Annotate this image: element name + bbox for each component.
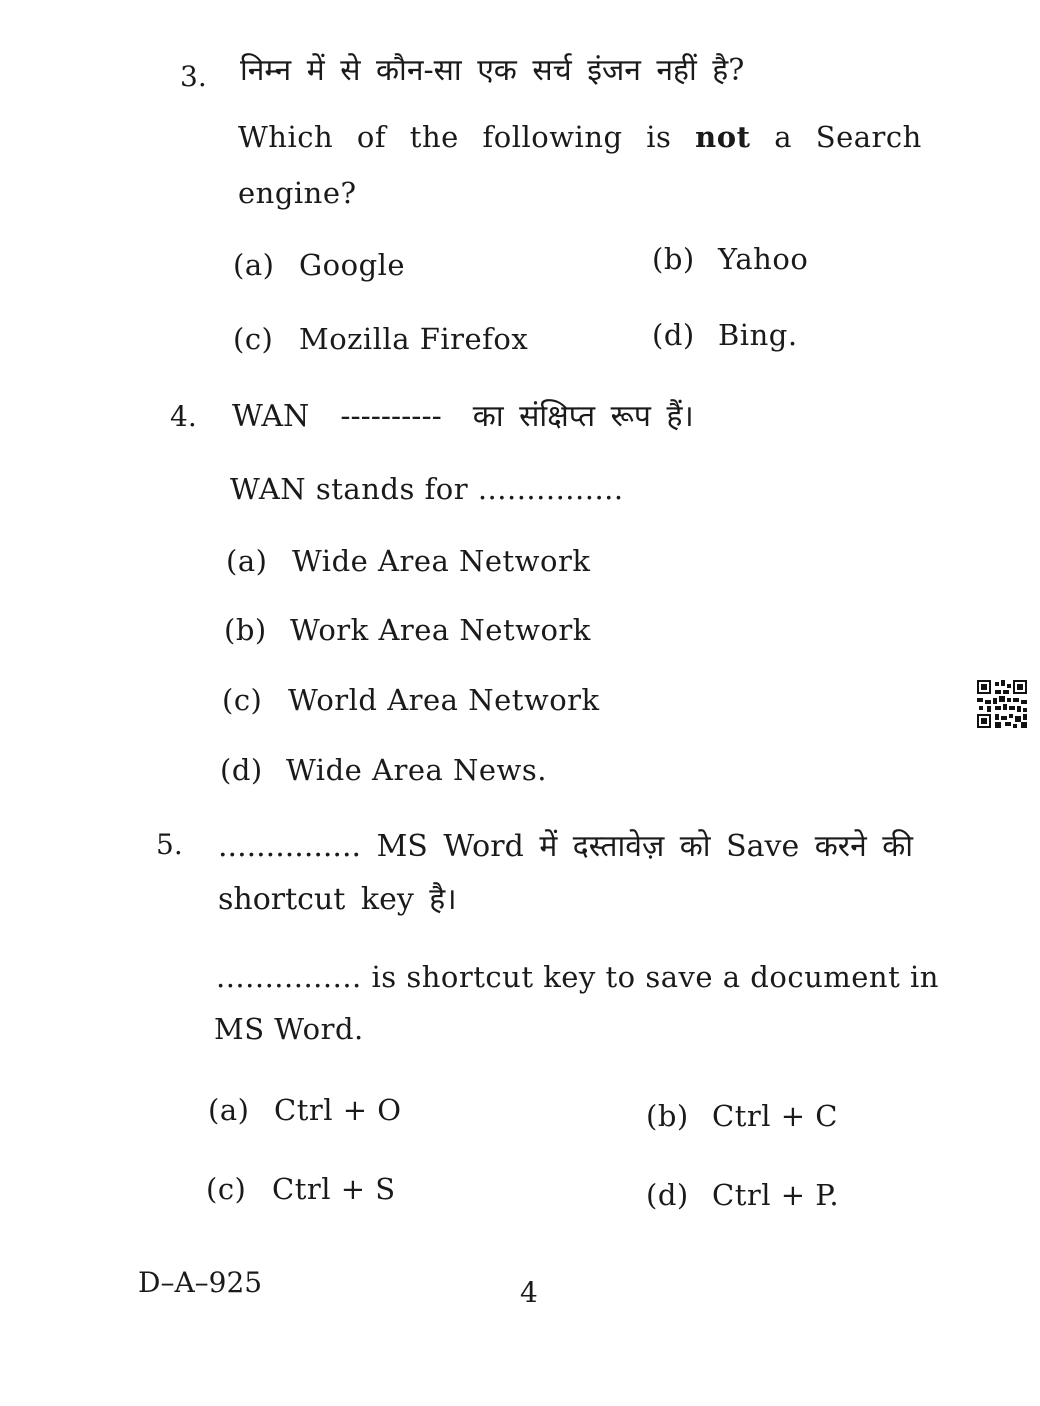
q4-hindi-pre: WAN — [232, 399, 310, 434]
qr-code-icon — [977, 680, 1027, 728]
q3-option-d-text: Bing. — [718, 318, 798, 352]
q5-english-line1: ............... is shortcut key to save a document in — [216, 960, 939, 994]
q4-hindi-post: का संक्षिप्त रूप हैं। — [472, 399, 694, 434]
q5-option-a-text: Ctrl + O — [274, 1093, 402, 1127]
q5-option-a-label: (a) — [208, 1093, 250, 1127]
q3-option-d — [652, 318, 798, 352]
q4-option-c-label: (c) — [222, 683, 263, 717]
q4-option-a-text: Wide Area Network — [292, 544, 591, 578]
q4-option-d — [220, 753, 547, 787]
q3-english-pre: Which of the following is — [238, 120, 672, 154]
q4-option-c — [222, 683, 600, 717]
q5-option-a — [208, 1093, 402, 1127]
q5-option-c-label: (c) — [206, 1172, 247, 1206]
q4-number: 4. — [170, 400, 197, 433]
q4-hindi-blank: ---------- — [340, 399, 442, 434]
q4-option-a — [226, 544, 590, 578]
q3-english-bold: not — [695, 120, 751, 154]
q3-hindi-text: निम्न में से कौन-सा एक सर्च इंजन नहीं है? — [240, 53, 745, 88]
q5-option-d — [646, 1178, 839, 1212]
q4-option-b — [224, 613, 591, 647]
q5-option-b-text: Ctrl + C — [712, 1099, 838, 1133]
q3-option-d-label: (d) — [652, 318, 695, 352]
q3-option-a-label: (a) — [233, 248, 275, 282]
q3-option-c-label: (c) — [233, 322, 274, 356]
q4-option-d-text: Wide Area News. — [286, 753, 547, 787]
q4-hindi-text — [232, 394, 694, 435]
q3-option-c-text: Mozilla Firefox — [299, 322, 529, 356]
q4-option-b-text: Work Area Network — [290, 613, 591, 647]
q4-option-c-text: World Area Network — [288, 683, 600, 717]
q5-option-d-text: Ctrl + P. — [712, 1178, 840, 1212]
q3-option-a-text: Google — [299, 248, 406, 282]
q5-number: 5. — [156, 828, 183, 861]
q5-option-b-label: (b) — [646, 1099, 689, 1133]
q3-option-a — [233, 248, 405, 282]
q3-english-text — [238, 120, 922, 154]
q3-number: 3. — [180, 60, 207, 93]
q4-option-d-label: (d) — [220, 753, 263, 787]
q3-english-post: a Search — [774, 120, 922, 154]
q5-option-d-label: (d) — [646, 1178, 689, 1212]
q3-option-b-label: (b) — [652, 242, 695, 276]
q4-option-a-label: (a) — [226, 544, 268, 578]
q5-english-line2: MS Word. — [214, 1012, 364, 1046]
q3-english-line2: engine? — [238, 176, 357, 210]
q3-option-c — [233, 322, 528, 356]
q4-option-b-label: (b) — [224, 613, 267, 647]
q4-english-text: WAN stands for ............... — [230, 472, 624, 506]
q5-option-c — [206, 1172, 396, 1206]
q3-option-b — [652, 242, 808, 276]
q3-option-b-text: Yahoo — [718, 242, 809, 276]
q5-option-c-text: Ctrl + S — [272, 1172, 396, 1206]
q5-option-b — [646, 1099, 838, 1133]
q5-hindi-line2: shortcut key है। — [218, 882, 457, 917]
page-number: 4 — [520, 1276, 538, 1309]
q5-hindi-line1: ............... MS Word में दस्तावेज़ को Save करने की — [218, 829, 914, 864]
paper-code: D–A–925 — [138, 1266, 263, 1299]
